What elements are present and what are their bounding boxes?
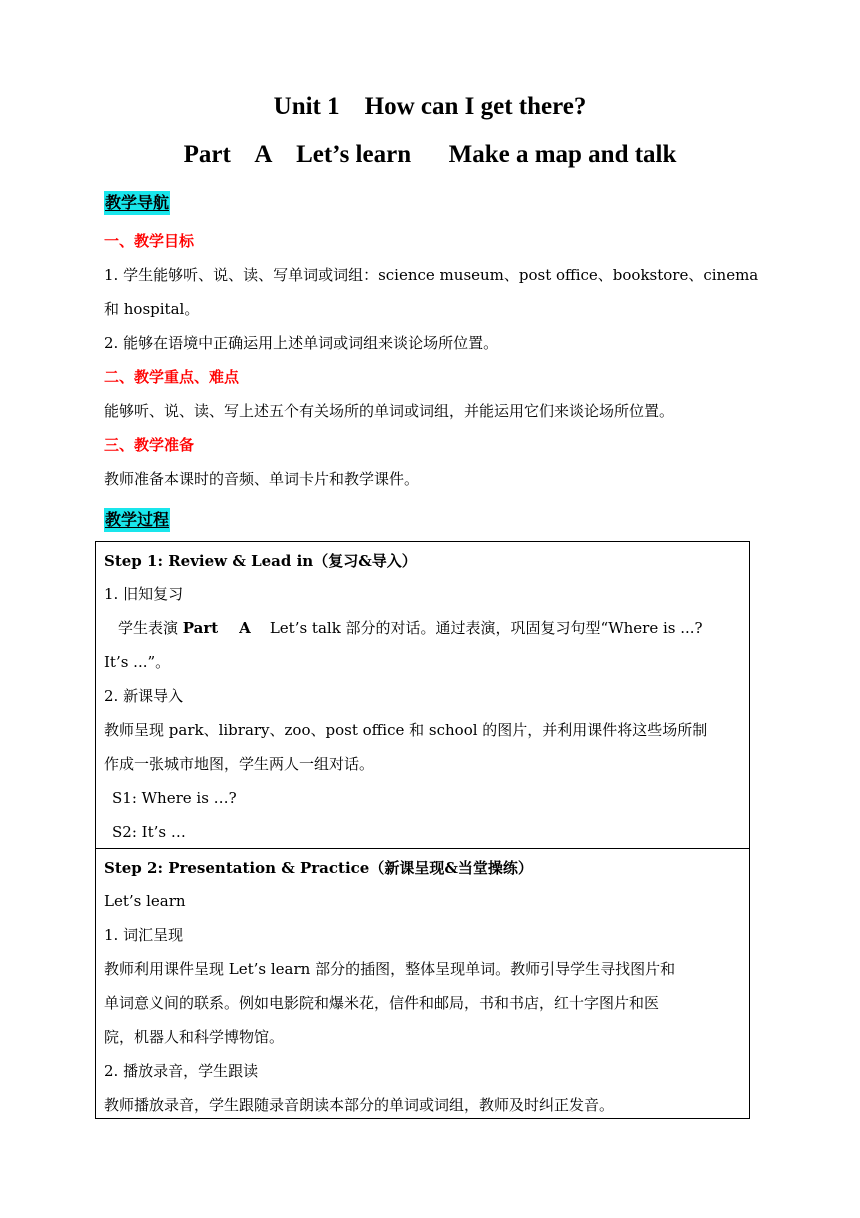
goal-1-line-1: 1. 学生能够听、说、读、写单词或词组：science museum、post office、bookstore、cinema [104, 266, 759, 284]
lesson-title: Part A Let’s learn Make a map and talk [183, 141, 677, 168]
key-points-text: 能够听、说、读、写上述五个有关场所的单词或词组，并能运用它们来谈论场所位置。 [104, 402, 675, 420]
step-2-sub-0: Let’s learn [104, 892, 186, 910]
unit-title: Unit 1 How can I get there? [273, 93, 587, 120]
preparation-heading: 三、教学准备 [104, 436, 195, 454]
key-points-heading: 二、教学重点、难点 [104, 368, 240, 386]
step-1-text-1-line-2: It’s ...”。 [104, 653, 171, 671]
step-2-text-1-line-3: 院，机器人和科学博物馆。 [104, 1028, 285, 1046]
step-1-text-2-line-2: 作成一张城市地图，学生两人一组对话。 [104, 755, 375, 773]
step-2-box [95, 848, 750, 1119]
section-heading-process: 教学过程 [104, 508, 170, 532]
section-heading-nav: 教学导航 [104, 191, 170, 215]
step-1-text-2-line-1: 教师呈现 park、library、zoo、post office 和 school 的图片，并利用课件将这些场所制 [104, 721, 708, 739]
step-2-text-2: 教师播放录音，学生跟随录音朗读本部分的单词或词组，教师及时纠正发音。 [104, 1096, 615, 1114]
step-2-text-1-line-1: 教师利用课件呈现 Let’s learn 部分的插图，整体呈现单词。教师引导学生寻找图片和 [104, 960, 676, 978]
goal-2: 2. 能够在语境中正确运用上述单词或词组来谈论场所位置。 [104, 334, 499, 352]
step-2-text-1-line-2: 单词意义间的联系。例如电影院和爆米花，信件和邮局，书和书店，红十字图片和医 [104, 994, 660, 1012]
step-2-sub-1: 1. 词汇呈现 [104, 926, 184, 944]
step-1-sub-1: 1. 旧知复习 [104, 585, 184, 603]
step-1-text-1-line-1: 学生表演 Part A Let’s talk 部分的对话。通过表演，巩固复习句型“Where is ...? [118, 619, 703, 637]
step-1-title: Step 1: Review & Lead in（复习&导入） [104, 552, 417, 570]
step-2-sub-2: 2. 播放录音，学生跟读 [104, 1062, 259, 1080]
preparation-text: 教师准备本课时的音频、单词卡片和教学课件。 [104, 470, 420, 488]
goals-heading: 一、教学目标 [104, 232, 195, 250]
step-1-box [95, 541, 750, 849]
dialogue-s2: S2: It’s … [112, 823, 186, 841]
goal-1-line-2: 和 hospital。 [104, 300, 200, 318]
step-1-sub-2: 2. 新课导入 [104, 687, 184, 705]
step-2-title: Step 2: Presentation & Practice（新课呈现&当堂操练） [104, 859, 533, 877]
dialogue-s1: S1: Where is …? [112, 789, 237, 807]
